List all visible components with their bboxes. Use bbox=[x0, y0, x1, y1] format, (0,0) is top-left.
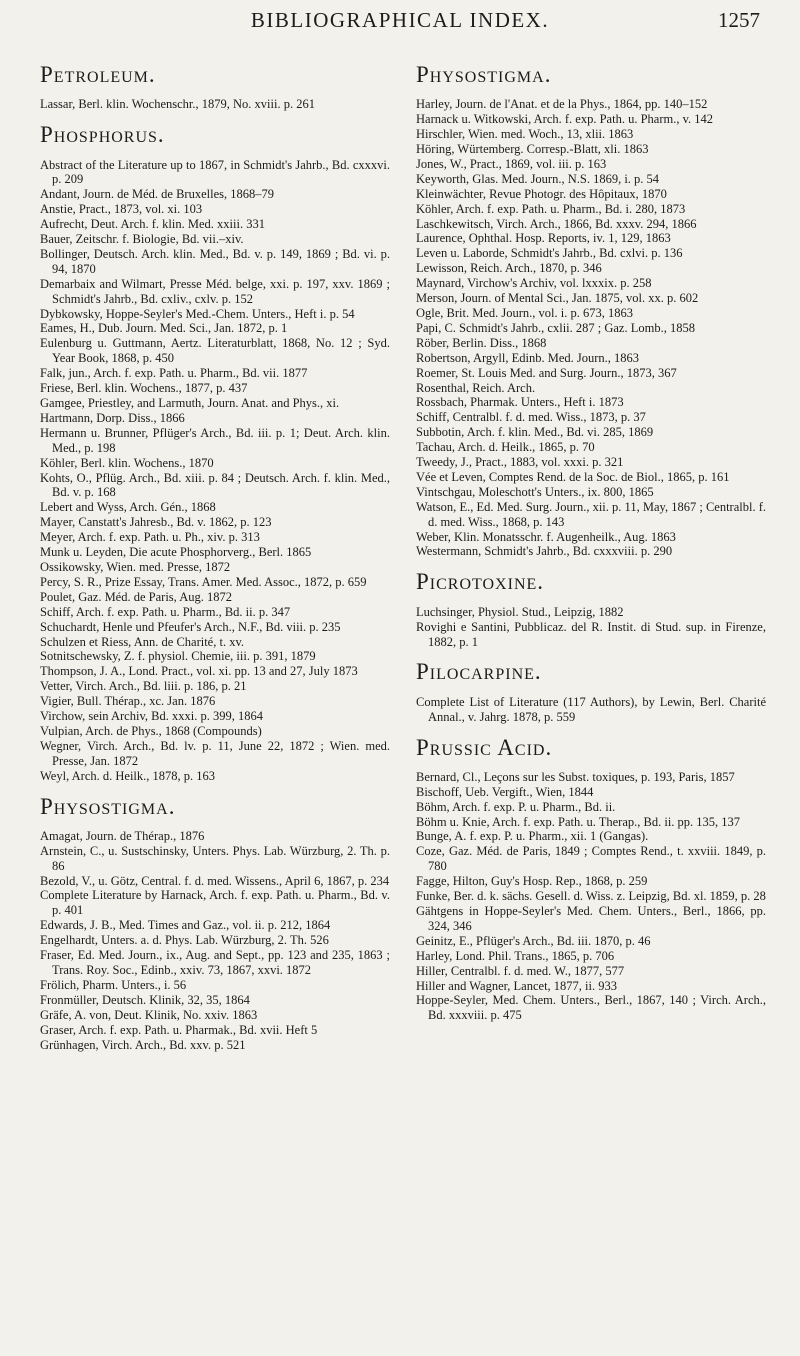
bibliography-entry: Rossbach, Pharmak. Unters., Heft i. 1873 bbox=[416, 395, 624, 410]
bibliography-entry: Schiff, Arch. f. exp. Path. u. Pharm., Bd. ii. p. 347 bbox=[40, 604, 291, 619]
bibliography-entry: Tachau, Arch. d. Heilk., 1865, p. 70 bbox=[416, 440, 595, 455]
bibliography-entry: Percy, S. R., Prize Essay, Trans. Amer. Med. Assoc., 1872, p. 659 bbox=[40, 574, 367, 589]
bibliography-entry: Vetter, Virch. Arch., Bd. liii. p. 186, p. 21 bbox=[40, 679, 247, 694]
bibliography-entry: Vulpian, Arch. de Phys., 1868 (Compounds) bbox=[40, 723, 262, 738]
running-header bbox=[40, 8, 760, 40]
bibliography-entry: Edwards, J. B., Med. Times and Gaz., vol. ii. p. 212, 1864 bbox=[40, 918, 331, 933]
bibliography-entry: Demarbaix and Wilmart, Presse Méd. belge, xxi. p. 197, xxv. 1869 ; Schmidt's Jahrb., Bd. cxliv., cxlv. p. 152 bbox=[40, 276, 390, 306]
bibliography-entry: Grünhagen, Virch. Arch., Bd. xxv. p. 521 bbox=[40, 1037, 246, 1052]
bibliography-entry: Westermann, Schmidt's Jahrb., Bd. cxxxviii. p. 290 bbox=[416, 544, 673, 559]
bibliography-entry: Hiller and Wagner, Lancet, 1877, ii. 933 bbox=[416, 978, 617, 993]
running-title: BIBLIOGRAPHICAL INDEX. bbox=[250, 8, 550, 32]
bibliography-entry: Bauer, Zeitschr. f. Biologie, Bd. vii.–xiv. bbox=[40, 232, 244, 247]
bibliography-entry: Eulenburg u. Guttmann, Aertz. Literaturblatt, 1868, No. 12 ; Syd. Year Book, 1868, p. 450 bbox=[40, 336, 390, 366]
bibliography-entry: Schulzen et Riess, Ann. de Charité, t. xv. bbox=[40, 634, 245, 649]
bibliography-entry: Robertson, Argyll, Edinb. Med. Journ., 1863 bbox=[416, 350, 640, 365]
bibliography-entry: Vigier, Bull. Thérap., xc. Jan. 1876 bbox=[40, 694, 216, 709]
section-heading: Physostigma. bbox=[40, 793, 176, 819]
section-heading: Pilocarpine. bbox=[416, 659, 542, 685]
bibliography-entry: Funke, Ber. d. k. sächs. Gesell. d. Wiss. z. Leipzig, Bd. xl. 1859, p. 28 bbox=[416, 889, 766, 904]
bibliography-entry: Geinitz, E., Pflüger's Arch., Bd. iii. 1870, p. 46 bbox=[416, 933, 651, 948]
bibliography-entry: Anstie, Pract., 1873, vol. xi. 103 bbox=[40, 202, 203, 217]
bibliography-entry: Wegner, Virch. Arch., Bd. lv. p. 11, June 22, 1872 ; Wien. med. Presse, Jan. 1872 bbox=[40, 738, 390, 768]
bibliography-entry: Keyworth, Glas. Med. Journ., N.S. 1869, i. p. 54 bbox=[416, 171, 660, 186]
section-picrotoxine bbox=[416, 569, 766, 649]
bibliography-entry: Fagge, Hilton, Guy's Hosp. Rep., 1868, p. 259 bbox=[416, 874, 648, 889]
bibliography-entry: Bunge, A. f. exp. P. u. Pharm., xii. 1 (Gangas). bbox=[416, 829, 649, 844]
bibliography-entry: Coze, Gaz. Méd. de Paris, 1849 ; Comptes Rend., t. xxviii. 1849, p. 780 bbox=[416, 844, 766, 874]
bibliography-entry: Andant, Journ. de Méd. de Bruxelles, 1868–79 bbox=[40, 187, 274, 202]
bibliography-entry: Böhm, Arch. f. exp. P. u. Pharm., Bd. ii. bbox=[416, 799, 616, 814]
bibliography-entry: Ogle, Brit. Med. Journ., vol. i. p. 673, 1863 bbox=[416, 305, 634, 320]
bibliography-entry: Bezold, V., u. Götz, Central. f. d. med. Wissens., April 6, 1867, p. 234 bbox=[40, 873, 390, 888]
bibliography-entry: Lebert and Wyss, Arch. Gén., 1868 bbox=[40, 500, 216, 515]
bibliography-entry: Laschkewitsch, Virch. Arch., 1866, Bd. xxxv. 294, 1866 bbox=[416, 216, 697, 231]
bibliography-entry: Rovighi e Santini, Pubblicaz. del R. Instit. di Stud. sup. in Firenze, 1882, p. 1 bbox=[416, 619, 766, 649]
bibliography-entry: Munk u. Leyden, Die acute Phosphorverg., Berl. 1865 bbox=[40, 545, 312, 560]
bibliography-entry: Virchow, sein Archiv, Bd. xxxi. p. 399, 1864 bbox=[40, 709, 263, 724]
bibliography-entry: Schuchardt, Henle und Pfeufer's Arch., N.F., Bd. viii. p. 235 bbox=[40, 619, 341, 634]
bibliography-entry: Gähtgens in Hoppe-Seyler's Med. Chem. Unters., Berl., 1866, pp. 324, 346 bbox=[416, 903, 766, 933]
section-pilocarpine bbox=[416, 659, 766, 724]
bibliography-entry: Harley, Journ. de l'Anat. et de la Phys., 1864, pp. 140–152 bbox=[416, 97, 708, 112]
bibliography-entry: Subbotin, Arch. f. klin. Med., Bd. vi. 285, 1869 bbox=[416, 425, 654, 440]
bibliography-entry: Arnstein, C., u. Sustschinsky, Unters. Phys. Lab. Würzburg, 2. Th. p. 86 bbox=[40, 843, 390, 873]
bibliography-entry: Schiff, Centralbl. f. d. med. Wiss., 1873, p. 37 bbox=[416, 410, 646, 425]
page-number: 1257 bbox=[718, 8, 760, 32]
bibliography-entry: Weber, Klin. Monatsschr. f. Augenheilk., Aug. 1863 bbox=[416, 529, 676, 544]
bibliography-entry: Merson, Journ. of Mental Sci., Jan. 1875, vol. xx. p. 602 bbox=[416, 291, 699, 306]
bibliography-entry: Roemer, St. Louis Med. and Surg. Journ., 1873, 367 bbox=[416, 365, 677, 380]
bibliography-entry: Gräfe, A. von, Deut. Klinik, No. xxiv. 1863 bbox=[40, 1007, 258, 1022]
bibliography-entry: Hoppe-Seyler, Med. Chem. Unters., Berl., 1867, 140 ; Virch. Arch., Bd. xxxviii. p. 475 bbox=[416, 993, 766, 1023]
bibliography-entry: Kleinwächter, Revue Photogr. des Hôpitaux, 1870 bbox=[416, 186, 667, 201]
bibliography-entry: Complete Literature by Harnack, Arch. f. exp. Path. u. Pharm., Bd. v. p. 401 bbox=[40, 888, 390, 918]
bibliography-entry: Leven u. Laborde, Schmidt's Jahrb., Bd. cxlvi. p. 136 bbox=[416, 246, 683, 261]
bibliography-entry: Engelhardt, Unters. a. d. Phys. Lab. Würzburg, 2. Th. 526 bbox=[40, 933, 329, 948]
bibliography-entry: Sotnitschewsky, Z. f. physiol. Chemie, iii. p. 391, 1879 bbox=[40, 649, 316, 664]
section-prussic-acid bbox=[416, 735, 766, 1024]
bibliography-entry: Frölich, Pharm. Unters., i. 56 bbox=[40, 977, 187, 992]
bibliography-entry: Kohts, O., Pflüg. Arch., Bd. xiii. p. 84 ; Deutsch. Arch. f. klin. Med., Bd. v. p. 168 bbox=[40, 470, 390, 500]
bibliography-entry: Höring, Würtemberg. Corresp.-Blatt, xli. 1863 bbox=[416, 142, 649, 157]
bibliography-entry: Rosenthal, Reich. Arch. bbox=[416, 380, 536, 395]
bibliography-entry: Tweedy, J., Pract., 1883, vol. xxxi. p. 321 bbox=[416, 455, 624, 470]
bibliography-entry: Hirschler, Wien. med. Woch., 13, xlii. 1863 bbox=[416, 127, 634, 142]
bibliography-entry: Poulet, Gaz. Méd. de Paris, Aug. 1872 bbox=[40, 589, 232, 604]
bibliography-entry: Lewisson, Reich. Arch., 1870, p. 346 bbox=[416, 261, 602, 276]
bibliography-entry: Abstract of the Literature up to 1867, in Schmidt's Jahrb., Bd. cxxxvi. p. 209 bbox=[40, 157, 390, 187]
bibliography-entry: Jones, W., Pract., 1869, vol. iii. p. 163 bbox=[416, 156, 607, 171]
left-column bbox=[40, 62, 390, 1062]
section-heading: Phosphorus. bbox=[40, 122, 165, 148]
bibliography-entry: Thompson, J. A., Lond. Pract., vol. xi. pp. 13 and 27, July 1873 bbox=[40, 664, 358, 679]
bibliography-entry: Köhler, Berl. klin. Wochens., 1870 bbox=[40, 455, 214, 470]
bibliography-entry: Bollinger, Deutsch. Arch. klin. Med., Bd. v. p. 149, 1869 ; Bd. vi. p. 94, 1870 bbox=[40, 246, 390, 276]
bibliography-entry: Luchsinger, Physiol. Stud., Leipzig, 1882 bbox=[416, 604, 624, 619]
bibliography-entry: Vintschgau, Moleschott's Unters., ix. 800, 1865 bbox=[416, 484, 654, 499]
bibliography-entry: Dybkowsky, Hoppe-Seyler's Med.-Chem. Unters., Heft i. p. 54 bbox=[40, 306, 355, 321]
section-heading: Petroleum. bbox=[40, 62, 156, 87]
bibliography-entry: Ossikowsky, Wien. med. Presse, 1872 bbox=[40, 559, 231, 574]
bibliography-entry: Amagat, Journ. de Thérap., 1876 bbox=[40, 828, 205, 843]
bibliography-entry: Fronmüller, Deutsch. Klinik, 32, 35, 1864 bbox=[40, 992, 250, 1007]
bibliography-entry: Complete List of Literature (117 Authors), by Lewin, Berl. Charité Annal., v. Jahrg. 1878, p. 559 bbox=[416, 694, 766, 724]
bibliography-entry: Röber, Berlin. Diss., 1868 bbox=[416, 335, 547, 350]
section-physostigma bbox=[40, 794, 390, 1053]
bibliography-entry: Eames, H., Dub. Journ. Med. Sci., Jan. 1872, p. 1 bbox=[40, 321, 288, 336]
bibliography-entry: Böhm u. Knie, Arch. f. exp. Path. u. Therap., Bd. ii. pp. 135, 137 bbox=[416, 814, 741, 829]
bibliography-entry: Friese, Berl. klin. Wochens., 1877, p. 437 bbox=[40, 381, 248, 396]
bibliography-entry: Meyer, Arch. f. exp. Path. u. Ph., xiv. p. 313 bbox=[40, 530, 260, 545]
section-heading: Physostigma. bbox=[416, 62, 552, 87]
section-heading: Picrotoxine. bbox=[416, 569, 545, 595]
bibliography-entry: Maynard, Virchow's Archiv, vol. lxxxix. p. 258 bbox=[416, 276, 652, 291]
bibliography-entry: Vée et Leven, Comptes Rend. de la Soc. de Biol., 1865, p. 161 bbox=[416, 469, 730, 484]
bibliography-entry: Hartmann, Dorp. Diss., 1866 bbox=[40, 410, 185, 425]
section-petroleum bbox=[40, 62, 390, 112]
section-phosphorus bbox=[40, 122, 390, 783]
section-heading: Prussic Acid. bbox=[416, 734, 553, 760]
bibliography-entry: Aufrecht, Deut. Arch. f. klin. Med. xxiii. 331 bbox=[40, 217, 265, 232]
bibliography-entry: Gamgee, Priestley, and Larmuth, Journ. Anat. and Phys., xi. bbox=[40, 396, 340, 410]
bibliography-entry: Hiller, Centralbl. f. d. med. W., 1877, 577 bbox=[416, 963, 625, 978]
bibliography-entry: Weyl, Arch. d. Heilk., 1878, p. 163 bbox=[40, 768, 216, 783]
bibliography-entry: Lassar, Berl. klin. Wochenschr., 1879, No. xviii. p. 261 bbox=[40, 97, 315, 112]
bibliography-entry: Watson, E., Ed. Med. Surg. Journ., xii. p. 11, May, 1867 ; Centralbl. f. d. med. Wiss., 1868, p. 143 bbox=[416, 499, 766, 529]
bibliography-entry: Fraser, Ed. Med. Journ., ix., Aug. and Sept., pp. 123 and 235, 1863 ; Trans. Roy. Soc., Edinb., xxiv. 73, 1867, xxvi. 1872 bbox=[40, 948, 390, 978]
bibliography-entry: Mayer, Canstatt's Jahresb., Bd. v. 1862, p. 123 bbox=[40, 515, 272, 530]
bibliography-entry: Bernard, Cl., Leçons sur les Subst. toxiques, p. 193, Paris, 1857 bbox=[416, 769, 735, 784]
bibliography-entry: Harnack u. Witkowski, Arch. f. exp. Path. u. Pharm., v. 142 bbox=[416, 112, 714, 127]
bibliography-entry: Falk, jun., Arch. f. exp. Path. u. Pharm., Bd. vii. 1877 bbox=[40, 366, 308, 381]
bibliography-entry: Graser, Arch. f. exp. Path. u. Pharmak., Bd. xvii. Heft 5 bbox=[40, 1022, 318, 1037]
right-column bbox=[416, 62, 766, 1033]
bibliography-entry: Bischoff, Ueb. Vergift., Wien, 1844 bbox=[416, 784, 594, 799]
section-physostigma bbox=[416, 62, 766, 559]
bibliography-entry: Papi, C. Schmidt's Jahrb., cxlii. 287 ; Gaz. Lomb., 1858 bbox=[416, 320, 695, 335]
bibliography-entry: Hermann u. Brunner, Pflüger's Arch., Bd. iii. p. 1; Deut. Arch. klin. Med., p. 198 bbox=[40, 425, 390, 455]
bibliography-entry: Köhler, Arch. f. exp. Path. u. Pharm., Bd. i. 280, 1873 bbox=[416, 201, 686, 216]
bibliography-entry: Laurence, Ophthal. Hosp. Reports, iv. 1, 129, 1863 bbox=[416, 231, 671, 246]
bibliography-entry: Harley, Lond. Phil. Trans., 1865, p. 706 bbox=[416, 948, 615, 963]
